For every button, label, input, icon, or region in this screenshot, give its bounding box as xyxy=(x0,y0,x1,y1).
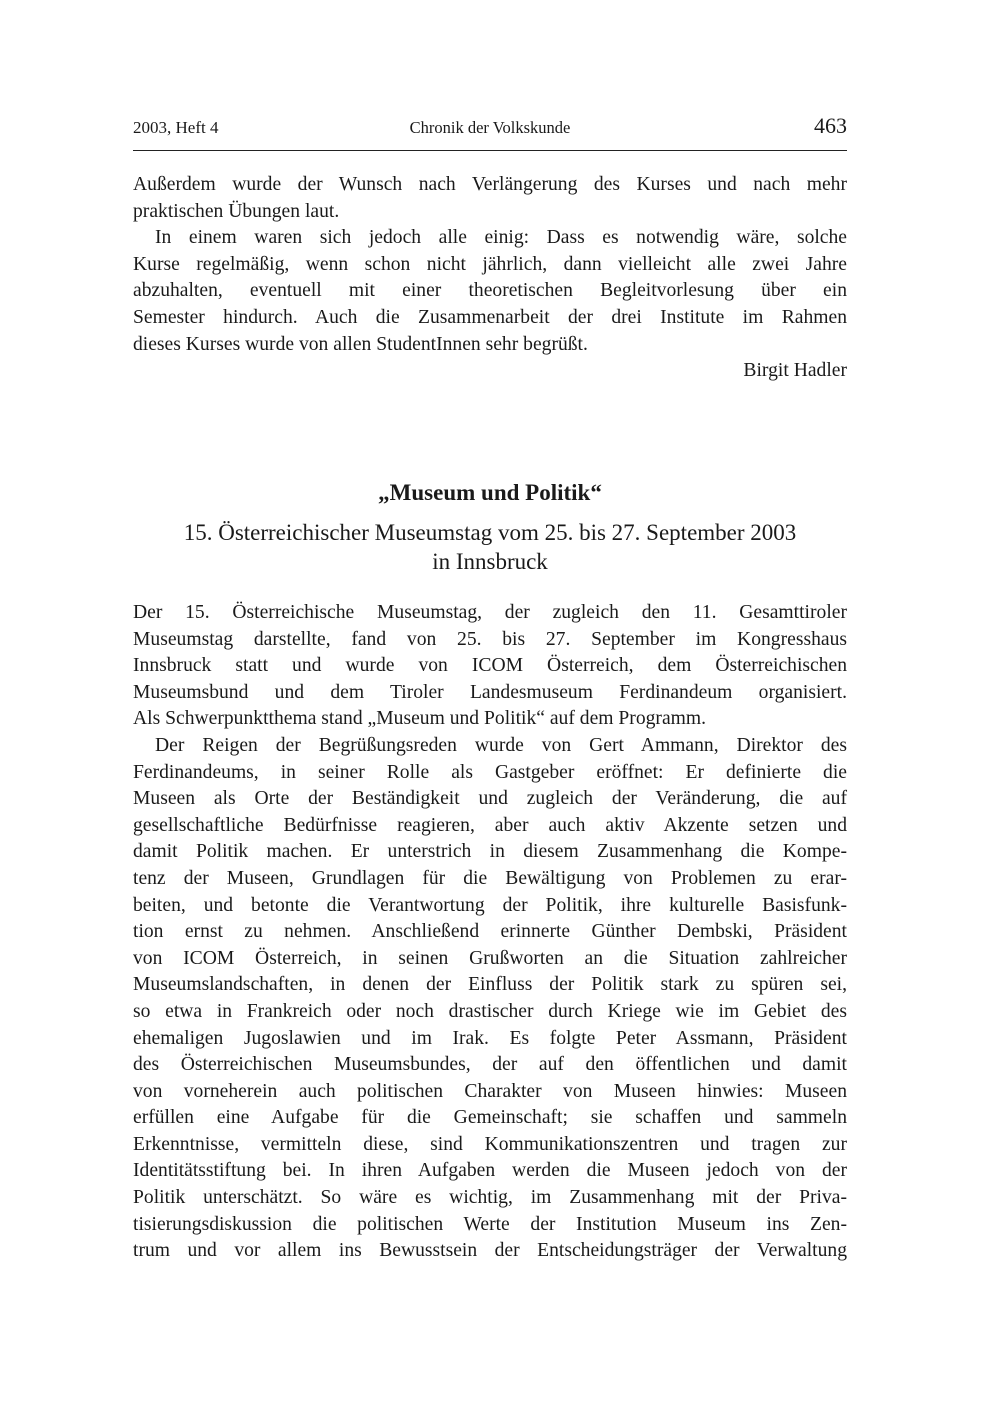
text-line: Außerdem wurde der Wunsch nach Verlängerung des Kurses und nach mehr xyxy=(133,174,847,195)
paragraph xyxy=(133,172,847,225)
text-line: Als Schwerpunktthema stand „Museum und Politik“ auf dem Programm. xyxy=(133,708,707,730)
subtitle-line: in Innsbruck xyxy=(432,549,548,574)
text-line: erfüllen eine Aufgabe für die Gemeinschaft; sie schaffen und sammeln xyxy=(133,1107,847,1129)
text-line: Semester hindurch. Auch die Zusammenarbeit der drei Institute im Rahmen xyxy=(133,306,847,328)
text-line: Museen als Orte der Beständigkeit und zugleich der Veränderung, die auf xyxy=(133,788,847,810)
header-rule xyxy=(133,150,847,151)
text-line: dieses Kurses wurde von allen StudentInnen sehr begrüßt. xyxy=(133,333,588,355)
text-line: Museumslandschaften, in denen der Einfluss der Politik stark zu spüren sei, xyxy=(133,974,847,996)
text-line: Kurse regelmäßig, wenn schon nicht jährlich, dann vielleicht alle zwei Jahre xyxy=(133,253,847,275)
text-line: Ferdinandeums, in seiner Rolle als Gastgeber eröffnet: Er definierte die xyxy=(133,761,847,783)
paragraph xyxy=(133,225,847,358)
text-line: Innsbruck statt und wurde von ICOM Österreich, dem Österreichischen xyxy=(133,655,847,677)
text-line: trum und vor allem ins Bewusstsein der Entscheidungsträger der Verwaltung xyxy=(133,1240,847,1262)
text-line: Museumstag darstellte, fand von 25. bis 27. September im Kongresshaus xyxy=(133,628,847,650)
text-line: Der Reigen der Begrüßungsreden wurde von Gert Ammann, Direktor des xyxy=(155,734,847,756)
text-line: gesellschaftliche Bedürfnisse reagieren, aber auch aktiv Akzente setzen und xyxy=(133,814,847,836)
text-line: damit Politik machen. Er unterstrich in diesem Zusammenhang die Kompe- xyxy=(133,841,847,863)
text-line: Der 15. Österreichische Museumstag, der zugleich den 11. Gesamttiroler xyxy=(133,602,847,623)
text-line: In einem waren sich jedoch alle einig: Dass es notwendig wäre, solche xyxy=(155,227,847,249)
issue-label: 2003, Heft 4 xyxy=(133,118,219,137)
author-signature: Birgit Hadler xyxy=(743,360,847,382)
text-line: so etwa in Frankreich oder noch drastischer durch Kriege wie im Gebiet des xyxy=(133,1000,847,1022)
text-line: tisierungsdiskussion die politischen Werte der Institution Museum ins Zen- xyxy=(133,1213,847,1235)
text-line: Identitätsstiftung bei. In ihren Aufgaben werden die Museen jedoch von der xyxy=(133,1160,847,1182)
text-line: von vorneherein auch politischen Charakter von Museen hinwies: Museen xyxy=(133,1080,847,1102)
text-line: von ICOM Österreich, in seinen Grußworten an die Situation zahlreicher xyxy=(133,947,847,969)
journal-section-title: Chronik der Volkskunde xyxy=(409,118,571,137)
page-number: 463 xyxy=(814,113,847,138)
article-body xyxy=(133,600,847,1265)
text-line: abzuhalten, eventuell mit einer theoretischen Begleitvorlesung über ein xyxy=(133,280,847,302)
article-subtitle xyxy=(133,518,847,576)
text-line: Erkenntnisse, vermitteln diese, sind Kommunikationszentren und tragen zur xyxy=(133,1133,847,1155)
text-line: tenz der Museen, Grundlagen für die Bewältigung von Problemen zu erar- xyxy=(133,867,847,889)
text-line: ehemaligen Jugoslawien und im Irak. Es folgte Peter Assmann, Präsident xyxy=(133,1027,847,1049)
text-line: tion ernst zu nehmen. Anschließend erinnerte Günther Dembski, Präsident xyxy=(133,921,847,943)
text-line: praktischen Übungen laut. xyxy=(133,200,340,222)
previous-article-ending xyxy=(133,172,847,385)
text-line: des Österreichischen Museumsbundes, der auf den öffentlichen und damit xyxy=(133,1054,847,1076)
running-head xyxy=(133,113,847,140)
paragraph xyxy=(133,600,847,733)
subtitle-line: 15. Österreichischer Museumstag vom 25. bis 27. September 2003 xyxy=(183,520,797,545)
article-title: „Museum und Politik“ xyxy=(378,480,602,505)
text-line: beiten, und betonte die Verantwortung der Politik, ihre kulturelle Basisfunk- xyxy=(133,894,847,916)
text-line: Politik unterschätzt. So wäre es wichtig, im Zusammenhang mit der Priva- xyxy=(133,1187,847,1209)
text-line: Museumsbund und dem Tiroler Landesmuseum Ferdinandeum organisiert. xyxy=(133,681,847,703)
paragraph xyxy=(133,733,847,1265)
